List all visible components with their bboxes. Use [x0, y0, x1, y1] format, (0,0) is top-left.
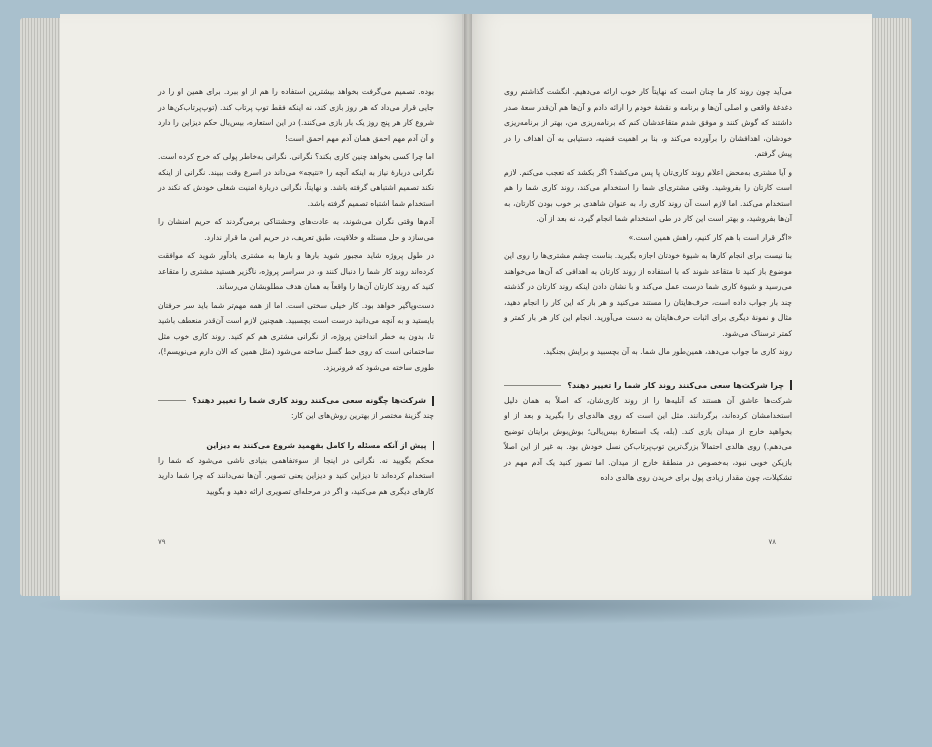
heading-intro: چند گزینهٔ مختصر از بهترین روش‌های این کار: [291, 411, 434, 420]
section-heading [158, 393, 434, 408]
heading-rule [158, 400, 186, 401]
paragraph: روند کاری ما جواب می‌دهد، همین‌طور مال شما. به آن بچسبید و برایش بجنگید. [543, 347, 792, 356]
paragraph: و آیا مشتری به‌محض اعلام روند کاری‌تان پا پس می‌کشد؟ اگر بکشد که تعجب می‌کنم. لازم است کارتان را بفروشید. وقتی مشتری‌ای شما را استخدام می‌کند، روند کاری شما را هم استخدام می‌کند. اما لازم است آن روند کاری را، به عنوان شاهدی بر خوب بودن کارتان، به آن‌ها بفروشید، و بهتر است این کار در طی استخدام شما انجام گیرد، نه بعد از آن. [504, 167, 792, 223]
section-heading-text: چرا شرکت‌ها سعی می‌کنند روند کار شما را تغییر دهند؟ [567, 380, 784, 390]
paragraph: دست‌وپاگیر خواهد بود. کار خیلی سختی است. اما از همه مهم‌تر شما باید سر حرفتان بایستید و به آنچه می‌دانید درست است بچسبید. همچنین لازم است آن‌قدر منعطف باشید تا، بدون به خطر انداختن پروژه، از نگرانی مشتری هم کم کنید. روند کاری خوب مثل ساختمانی است که روی خط گسل ساخته می‌شود (مثل همین که الان دارم می‌نویسم!)، طوری ساخته می‌شود که فرونریزد. [158, 300, 434, 372]
page-number: ۷۹ [158, 538, 166, 546]
heading-rule [504, 385, 561, 386]
paragraph: بنا نیست برای انجام کارها به شیوهٔ خودتان اجازه بگیرید. بناست چشم مشتری‌ها را روی این موضوع باز کنید تا متقاعد شوند که با استفاده از روند کارتان به اهدافی که آن‌ها می‌خواهند می‌رسید و شیوهٔ کاری شما درست عمل می‌کند و با نشان دادن اینکه روند کارتان در گذشته چند بار جواب داده است، حرف‌هایتان را مستند می‌کنید و هر بار که این کار را انجام دهید، مثال و نمونهٔ دیگری برای اثبات حرف‌هایتان به دست می‌آورید. انجام این کار هر بار کمتر و کمتر ترسناک می‌شود. [504, 251, 792, 338]
section-heading-text: شرکت‌ها چگونه سعی می‌کنند روند کاری شما را تغییر دهند؟ [192, 396, 426, 405]
subheading-marker [433, 441, 435, 450]
heading-marker [432, 396, 434, 406]
paragraph: آدم‌ها وقتی نگران می‌شوند، به عادت‌های وحشتناکی برمی‌گردند که حریم امنشان را می‌سازد و حل مسئله و خلاقیت، طبق تعریف، در حریم امن ما قرار ندارد. [158, 217, 434, 242]
open-book [20, 14, 912, 600]
subheading [158, 438, 434, 453]
paragraph: اما چرا کسی بخواهد چنین کاری بکند؟ نگرانی. نگرانی به‌خاطر پولی که خرج کرده است. نگرانی دربارهٔ نیاز به اینکه آنچه را «نتیجه» می‌داند در اسرع وقت ببیند. نگرانی از اینکه نکند تصمیم اشتباهی گرفته باشد. و نهایتاً، نگرانی دربارهٔ امنیت شغلی خودش که نکند در استخدام شما اشتباه تصمیم گرفته باشد. [158, 152, 434, 208]
quote: «اگر قرار است با هم کار کنیم، راهش همین است.» [628, 232, 792, 242]
right-page [462, 14, 872, 600]
paragraph: می‌آید چون روند کار ما چنان است که نهایتاً کار خوب ارائه می‌دهیم. انگشت گذاشتم روی دغدغهٔ واقعی و اصلی آن‌ها و برنامه و نقشهٔ خودم را ارائه دادم و آن‌ها هم آن‌قدر سعهٔ صدر داشتند که گوش کنند و موفق شدم متقاعدشان کنم که برنامه‌ریزی من، بهتر از برنامه‌ریزی خودشان، اهدافشان را برآورده می‌کند و، بنا بر اهمیت قضیه، دستیابی به آن اهداف را در پیش گرفتم. [504, 87, 792, 158]
page-edges-right [866, 18, 912, 596]
page-number: ۷۸ [768, 538, 776, 546]
left-page [60, 14, 470, 600]
paragraph: محکم بگویید نه. نگرانی در اینجا از سوءتفاهمی بنیادی ناشی می‌شود که شما را استخدام کرده‌اند تا دیزاین کنید و دیزاین یعنی تصویر. آن‌ها نمی‌دانند که چرا شما دارید کارهای دیگری هم می‌کنید، و اگر در مرحله‌ای تصویری ارائه دهید و بگویید [158, 455, 434, 496]
paragraph: شرکت‌ها عاشق آن هستند که آنلیه‌ها را از روند کاری‌شان، که اصلاً به همان دلیل استخدامشان کرده‌اند، برگردانند. مثل این است که روی هالدی‌ای را بگیرید و بعد از او بخواهید خارج از میدان بازی کند. (بله، یک استعارهٔ بیس‌بالی؛ بوش‌بوش برایتان توضیح می‌دهم.) روی هالدی احتمالاً بزرگ‌ترین توپ‌پرتاب‌کن نسل خودش بود. به غیر از این اصلاً بازیکن خوبی نبود، به‌خصوص در منطقهٔ خارج از میدان. اما تصور کنید یک آدم مهم در تشکیلات، چون مقدار زیادی پول برای خریدن روی هالدی داده [504, 395, 792, 482]
subheading-text: پیش از آنکه مسئله را کامل بفهمید شروع می‌کنند به دیزاین [206, 440, 427, 450]
paragraph: بوده. تصمیم می‌گرفت بخواهد بیشترین استفاده را هم از او ببرد. برای همین او را در جایی قرار می‌داد که هر روز بازی کند، نه اینکه فقط توپ پرتاب کند. (توپ‌پرتاب‌کن‌ها در شروع کار هر پنج روز یک بار بازی می‌کنند.) در این استعاره، بیس‌بال حکم دیزاین را دارد و آن آدم مهم احمق همان آدم مهم احمق است! [158, 87, 434, 143]
heading-marker [790, 380, 792, 390]
section-heading [504, 378, 792, 393]
right-page-content [504, 84, 792, 489]
paragraph: در طول پروژه شاید مجبور شوید بارها و بارها به مشتری یادآور شوید که موافقت کرده‌اند روند کار شما را دنبال کنند و، در سراسر پروژه، ناگزیر هستید مشتری را متقاعد کنید که روند کارتان آن‌ها را واقعاً به همان هدف مطلوبشان می‌رساند. [158, 251, 434, 291]
left-page-content [158, 84, 434, 502]
book-gutter [464, 14, 472, 600]
